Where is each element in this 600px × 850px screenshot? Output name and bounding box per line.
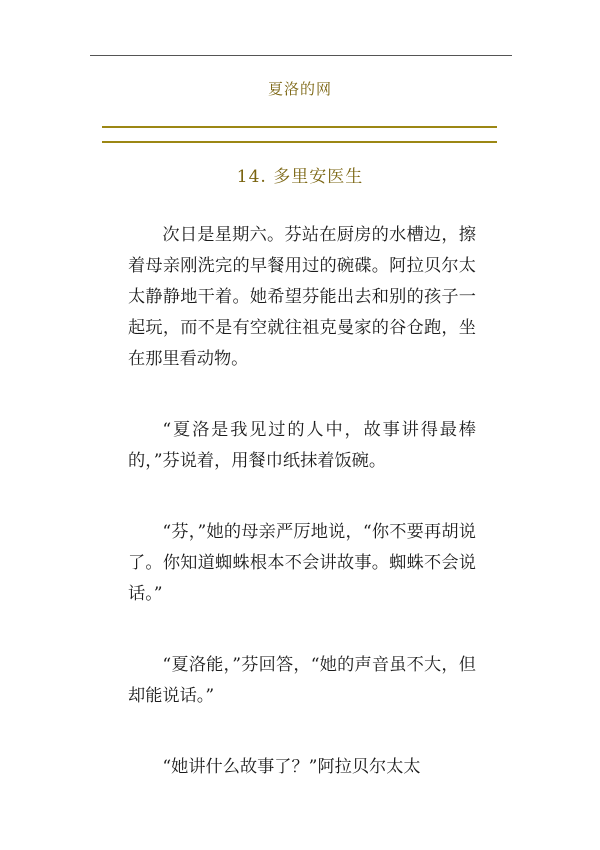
paragraph: “芬，”她的母亲严厉地说，“你不要再胡说了。你知道蜘蛛根本不会讲故事。蜘蛛不会说话。” — [128, 522, 476, 604]
paragraph: “夏洛是我见过的人中，故事讲得最棒的，”芬说着，用餐巾纸抹着饭碗。 — [128, 420, 476, 471]
body-text — [128, 220, 476, 823]
paragraph: “她讲什么故事了？”阿拉贝尔太太 — [162, 757, 421, 777]
book-title: 夏洛的网 — [267, 80, 332, 98]
chapter-title: 14. 多里安医生 — [236, 167, 364, 187]
paragraph: “夏洛能，”芬回答，“她的声音虽不大，但却能说话。” — [128, 655, 476, 706]
paragraph: 次日是星期六。芬站在厨房的水槽边，擦着母亲刚洗完的早餐用过的碗碟。阿拉贝尔太太静静地干着。她希望芬能出去和别的孩子一起玩，而不是有空就往祖克曼家的谷仓跑，坐在那里看动物。 — [128, 225, 476, 369]
top-divider — [90, 55, 512, 56]
gold-divider-lower — [102, 141, 497, 143]
gold-divider-upper — [102, 126, 497, 128]
